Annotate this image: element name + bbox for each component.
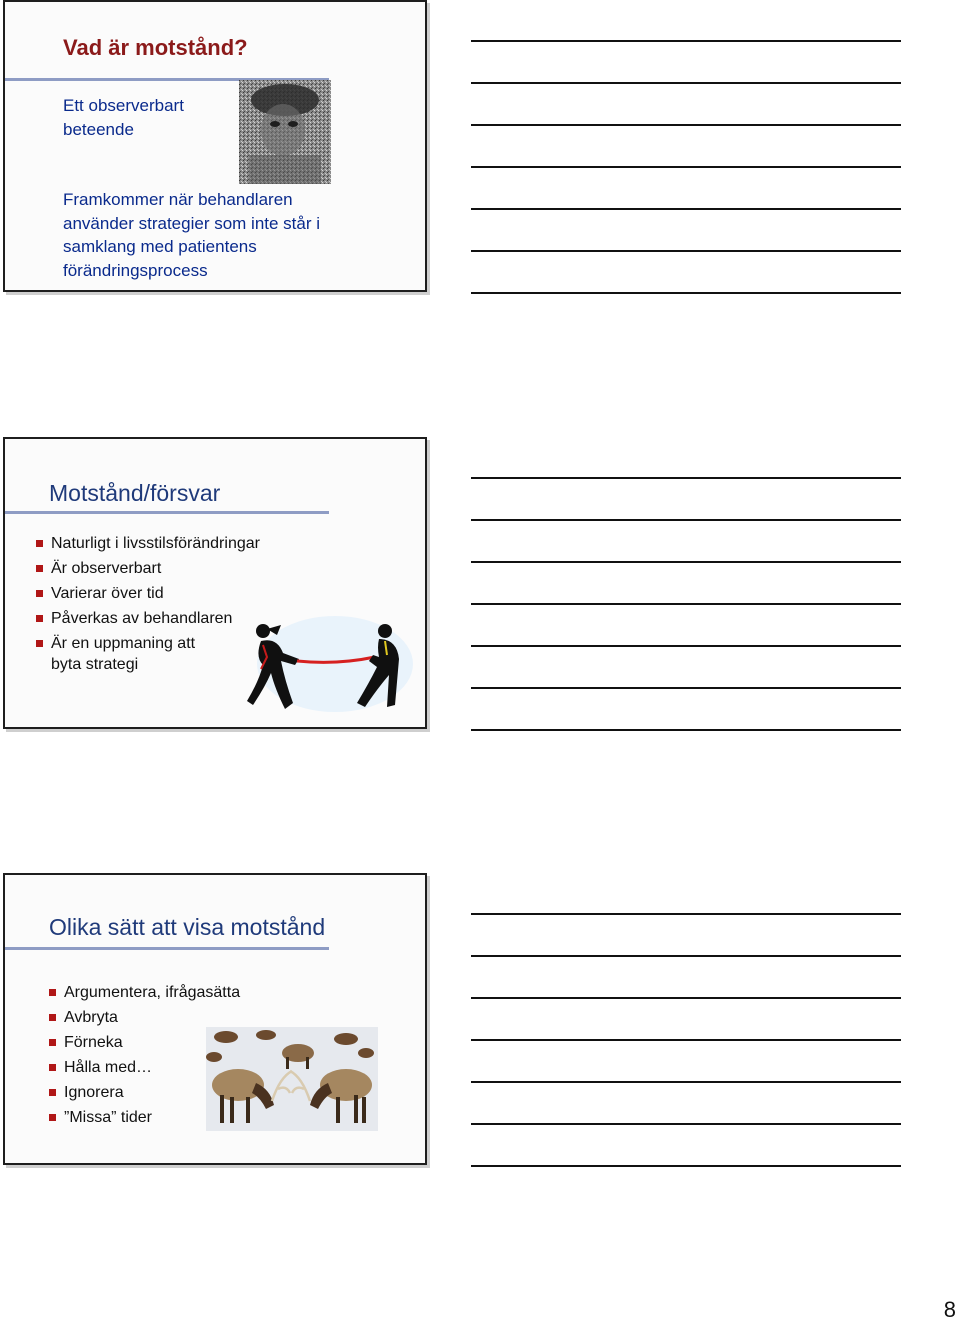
page-number: 8 (943, 1297, 956, 1322)
slide-1-title: Vad är motstånd? (63, 35, 248, 60)
slide-3-title: Olika sätt att visa motstånd (49, 914, 326, 940)
list-item: Påverkas av behandlaren (36, 606, 260, 631)
note-line (471, 729, 901, 731)
observable-line-1: Ett observerbart (63, 96, 184, 115)
observable-line-2: beteende (63, 120, 134, 139)
note-line (471, 561, 901, 563)
list-item: Är en uppmaning att (36, 631, 260, 656)
note-lines-2 (471, 477, 901, 771)
list-item: Är observerbart (36, 556, 260, 581)
list-item: Hålla med… (49, 1055, 240, 1080)
note-line (471, 166, 901, 168)
note-line (471, 124, 901, 126)
note-line (471, 1081, 901, 1083)
note-line (471, 645, 901, 647)
note-line (471, 913, 901, 915)
slide-2 (3, 437, 427, 729)
note-line (471, 519, 901, 521)
definition-line: använder strategier som inte står i (63, 213, 321, 233)
slide-2-title-rule (5, 511, 329, 514)
bullet-continuation: byta strategi (51, 656, 139, 673)
note-line (471, 687, 901, 689)
note-line (471, 82, 901, 84)
list-item: Argumentera, ifrågasätta (49, 980, 240, 1005)
note-line (471, 477, 901, 479)
definition-line: Framkommer när behandlaren (63, 190, 293, 209)
note-lines-3 (471, 913, 901, 1207)
note-line (471, 40, 901, 42)
slide-2-title: Motstånd/försvar (49, 480, 221, 506)
note-line (471, 250, 901, 252)
elk-photo (206, 1027, 378, 1131)
face-photo (239, 80, 331, 184)
note-line (471, 1039, 901, 1041)
note-line (471, 1123, 901, 1125)
definition-line: samklang med patientens (63, 237, 257, 256)
note-line (471, 955, 901, 957)
note-lines-1 (471, 40, 901, 334)
note-line (471, 1165, 901, 1167)
observable-behavior-text (63, 94, 184, 142)
list-item: Naturligt i livsstilsförändringar (36, 531, 260, 556)
note-line (471, 292, 901, 294)
resistance-definition-text (63, 188, 320, 282)
resistance-bullet-list (36, 531, 260, 656)
list-item: Avbryta (49, 1005, 240, 1030)
note-line (471, 603, 901, 605)
list-item: ”Missa” tider (49, 1105, 240, 1130)
slide-3 (3, 873, 427, 1165)
note-line (471, 208, 901, 210)
note-line (471, 997, 901, 999)
list-item: Varierar över tid (36, 581, 260, 606)
list-item: Förneka (49, 1030, 240, 1055)
tug-of-war-illustration (237, 609, 413, 719)
slide-3-title-rule (5, 947, 329, 950)
definition-line: förändringsprocess (63, 260, 208, 280)
list-item: Ignorera (49, 1080, 240, 1105)
slide-1 (3, 0, 427, 292)
